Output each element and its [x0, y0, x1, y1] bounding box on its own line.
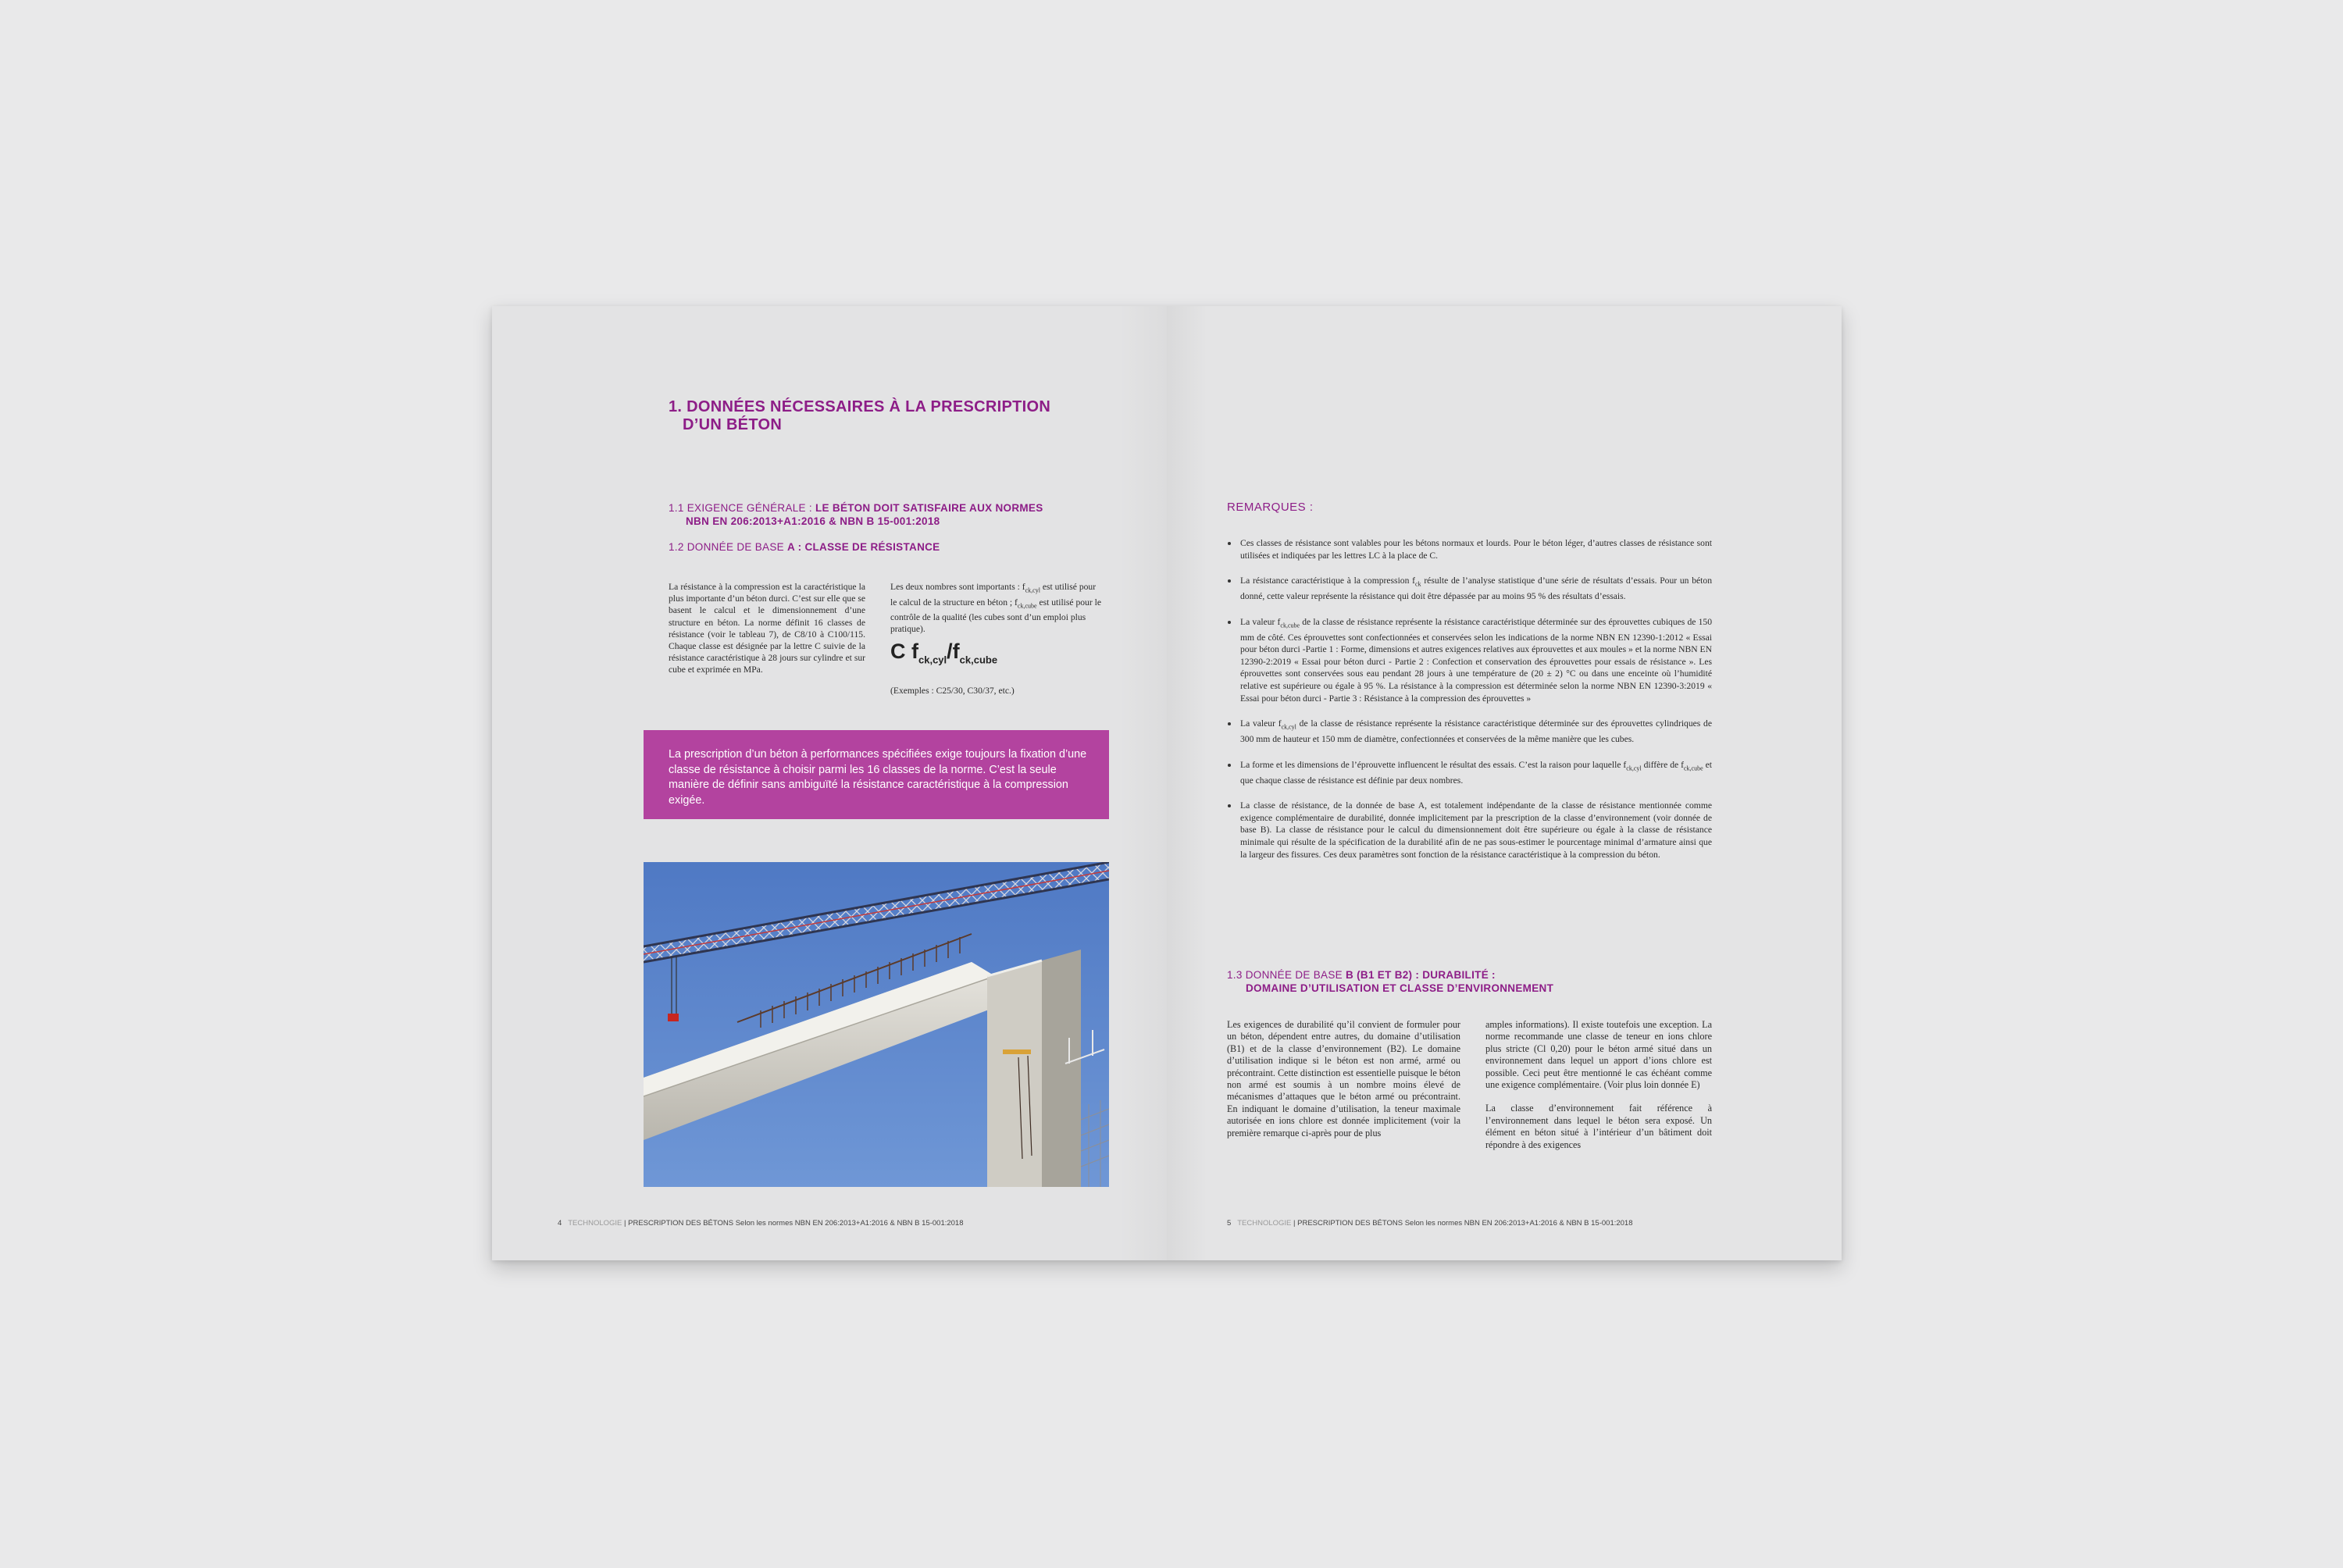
- left-footer-section: TECHNOLOGIE: [568, 1219, 622, 1228]
- remark-5-sub-1: ck,cyl: [1626, 764, 1642, 772]
- remark-item: [1228, 616, 1712, 704]
- page-title: [669, 398, 1106, 434]
- title-line-2: D’UN BÉTON: [683, 416, 783, 433]
- remark-5-text-c: et que chaque classe de résistance est définie par deux nombres.: [1240, 759, 1712, 786]
- remark-5-text-b: diffère de f: [1641, 759, 1684, 770]
- section-1-1-prefix: 1.1 EXIGENCE GÉNÉRALE :: [669, 502, 816, 514]
- right-footer: [1227, 1219, 1633, 1228]
- section-1-3-line2: DOMAINE D’UTILISATION ET CLASSE D’ENVIRONNEMENT: [1246, 982, 1554, 994]
- remark-5-sub-2: ck,cube: [1684, 764, 1703, 772]
- col2-text-c: est utilisé pour le contrôle de la qualité (les cubes sont d’un emploi plus pratique).: [890, 597, 1101, 635]
- remark-item: [1228, 718, 1712, 746]
- right-footer-page-number: 5: [1227, 1219, 1232, 1228]
- remark-2-text-b: résulte de l’analyse statistique d’une série de résultats d’essais. Pour un béton donné, cette valeur représente la résistance qui doit être dépassée par au moins 95 % des résultats d’essais.: [1240, 576, 1712, 602]
- remark-3-sub: ck,cube: [1280, 622, 1300, 629]
- left-footer-title: | PRESCRIPTION DES BÉTONS Selon les normes NBN EN 206:2013+A1:2016 & NBN B 15-001:2018: [622, 1219, 964, 1228]
- formula-slash: /f: [947, 640, 960, 663]
- left-page: [492, 306, 1167, 1260]
- remark-item: [1228, 800, 1712, 861]
- remark-1-text: Ces classes de résistance sont valables pour les bétons normaux et lourds. Pour le béton léger, d’autres classes de résistance sont utilisées et indiquées par les lettres LC à la place de C.: [1240, 538, 1712, 561]
- col2-sub-2: ck,cube: [1017, 601, 1037, 609]
- right-footer-title: | PRESCRIPTION DES BÉTONS Selon les normes NBN EN 206:2013+A1:2016 & NBN B 15-001:2018: [1291, 1219, 1633, 1228]
- remark-3-text-b: de la classe de résistance représente la résistance caractéristique déterminée sur des éprouvettes cubiques de 150 mm de côté. Ces éprouvettes sont confectionnées et conservées selon les indications de la norme NBN EN 12390-1:2012 « Essai pour béton durci -Partie 1 : Forme, dimensions et autres exigences relatives aux éprouvettes et aux moules » et la norme NBN EN 12390-2:2019 « Essai pour béton durci - Partie 2 : Confection et conservation des éprouvettes pour essais de résistance ». Les éprouvettes sont conservées sous eau pendant 28 jours à une température de (20 ± 2) °C ou dans une enceinte où l’humidité relative est supérieure ou égale à 95 %. La résistance à la compression est déterminée selon la norme NBN EN 12390-3:2019 « Essai pour béton durci - Partie 3 : Résistance à la compression des éprouvettes »: [1240, 616, 1712, 704]
- remark-4-text-a: La valeur f: [1240, 718, 1282, 729]
- formula-sub-2: ck,cube: [959, 654, 998, 666]
- right-col2-paragraph: [1485, 1019, 1712, 1151]
- remarks-list: [1228, 537, 1712, 874]
- col2-paragraph: [890, 581, 1101, 635]
- remark-4-text-b: de la classe de résistance représente la résistance caractéristique déterminée sur des éprouvettes cylindriques de 300 mm de hauteur et 150 mm de diamètre, confectionnées et conservées de la même manière que les cubes.: [1240, 718, 1712, 745]
- left-footer-page-number: 4: [558, 1219, 562, 1228]
- remark-2-text-a: La résistance caractéristique à la compression f: [1240, 576, 1415, 586]
- remark-4-sub: ck,cyl: [1281, 723, 1296, 731]
- title-line-1: 1. DONNÉES NÉCESSAIRES À LA PRESCRIPTION: [669, 398, 1051, 415]
- col2-text-a: Les deux nombres sont importants : f: [890, 582, 1025, 592]
- right-col1-paragraph: Les exigences de durabilité qu’il convient de formuler pour un béton, dépendent entre autres, du domaine d’utilisation (B1) et de la classe d’environnement (B2). Le domaine d’utilisation indique si le béton est non armé, armé ou précontraint. Cette distinction est essentielle puisque le béton non armé est soumis à un nombre moins élevé de mécanismes d’attaques que le béton armé ou précontraint. En indiquant le domaine d’utilisation, la teneur maximale autorisée en ions chlore est donnée implicitement (voir la première remarque ci-après pour de plus: [1227, 1019, 1460, 1139]
- remark-item: [1228, 575, 1712, 603]
- col2-text-b: est utilisé pour le calcul de la structure en béton ; f: [890, 582, 1097, 608]
- formula-c: C f: [890, 640, 918, 663]
- remark-6-text: La classe de résistance, de la donnée de base A, est totalement indépendante de la classe de résistance mentionnée comme exigence complémentaire de durabilité, donnée implicitement par la prescription de la classe d’environnement (voir donnée de base B). La classe de résistance pour le calcul du dimensionnement doit être supérieure ou égale à la classe de résistance minimale qui résulte de la spécification de la durabilité afin de ne pas sous-estimer le pourcentage minimal d’armature ainsi que la largeur des fissures. Ces deux paramètres sont fonction de la résistance caractéristique à la compression du béton.: [1240, 800, 1712, 860]
- col1-paragraph: La résistance à la compression est la caractéristique la plus importante d’un béton durci. C’est sur elle que se basent le calcul et le dimensionnement d’une structure en béton. La norme définit 16 classes de résistance (voir le tableau 7), de C8/10 à C100/115. Chaque classe est désignée par la lettre C suivie de la résistance caractéristique à 28 jours sur cylindre et sur cube et exprimée en MPa.: [669, 582, 865, 675]
- callout-text: La prescription d’un béton à performances spécifiées exige toujours la fixation d’une classe de résistance à choisir parmi les 16 classes de la norme. C’est la seule manière de définir sans ambiguïté la résistance caractéristique à la compression exigée.: [669, 748, 1087, 807]
- right-page: [1167, 306, 1842, 1260]
- remarks-title: REMARQUES :: [1227, 501, 1314, 514]
- right-col2-p1: amples informations). Il existe toutefois une exception. La norme recommande une classe de teneur en ions chlore plus stricte (Cl 0,20) pour le béton armé situé dans un environnement dans lequel un apport d’ions chlore est possible. Ceci peut être mentionné le cas échéant comme une exigence complémentaire. (Voir plus loin donnée E): [1485, 1019, 1712, 1091]
- left-footer: [558, 1219, 964, 1228]
- section-1-3-heading: [1227, 968, 1711, 995]
- remark-3-text-a: La valeur f: [1240, 616, 1281, 627]
- right-footer-section: TECHNOLOGIE: [1237, 1219, 1292, 1228]
- section-1-1-line2: NBN EN 206:2013+A1:2016 & NBN B 15-001:2018: [686, 515, 940, 527]
- section-1-2-heading: [669, 540, 1106, 554]
- remark-2-sub: ck: [1415, 580, 1421, 588]
- callout-box: [644, 730, 1109, 819]
- section-1-3-bold: B (B1 ET B2) : DURABILITÉ :: [1346, 969, 1496, 981]
- remark-5-text-a: La forme et les dimensions de l’éprouvette influencent le résultat des essais. C’est la raison pour laquelle f: [1240, 759, 1627, 770]
- remark-item: [1228, 759, 1712, 787]
- formula-sub-1: ck,cyl: [918, 654, 947, 666]
- section-1-2-bold: A : CLASSE DE RÉSISTANCE: [787, 541, 940, 553]
- right-col2-p2: La classe d’environnement fait référence à l’environnement dans lequel le béton sera exposé. Un élément en béton situé à l’intérieur d’un bâtiment doit répondre à des exigences: [1485, 1103, 1712, 1150]
- col2-sub-1: ck,cyl: [1025, 586, 1040, 594]
- section-1-2-prefix: 1.2 DONNÉE DE BASE: [669, 541, 787, 553]
- section-1-1-heading: [669, 501, 1106, 528]
- remark-item: [1228, 537, 1712, 561]
- strength-formula: [890, 640, 997, 665]
- section-1-1-bold: LE BÉTON DOIT SATISFAIRE AUX NORMES: [815, 502, 1043, 514]
- section-1-3-prefix: 1.3 DONNÉE DE BASE: [1227, 969, 1346, 981]
- construction-photo: [644, 862, 1109, 1187]
- examples-text: (Exemples : C25/30, C30/37, etc.): [890, 686, 1015, 696]
